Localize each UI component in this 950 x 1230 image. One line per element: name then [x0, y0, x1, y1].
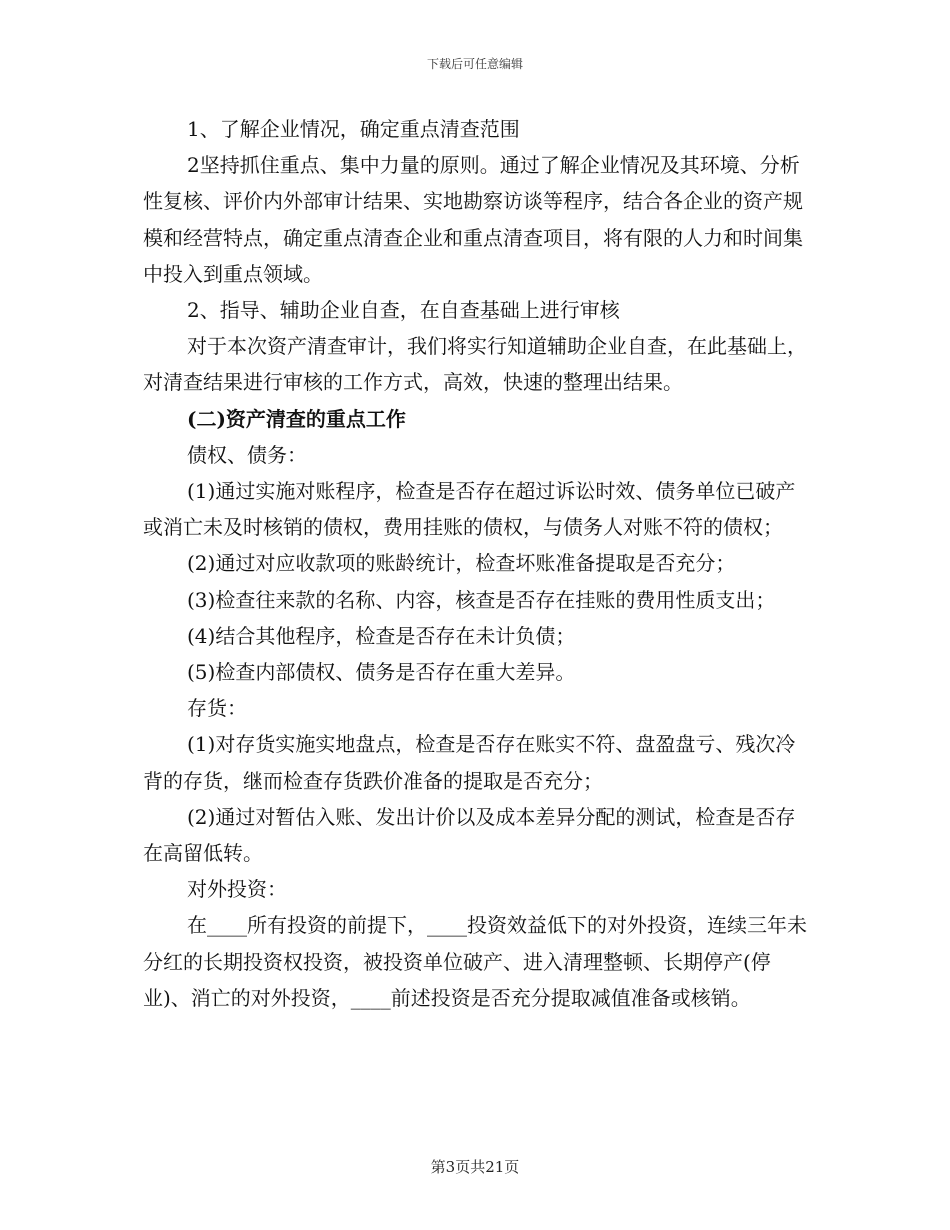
list-item-debt-3: (3)检查往来款的名称、内容，核查是否存在挂账的费用性质支出；	[187, 587, 776, 612]
document-body	[143, 111, 815, 1016]
list-item-inventory-2: (2)通过对暂估入账、发出计价以及成本差异分配的测试，检查是否存在高留低转。	[143, 804, 796, 866]
paragraph-principle: 2坚持抓住重点、集中力量的原则。通过了解企业情况及其环境、分析性复核、评价内外部审计结果、实地勘察访谈等程序，结合各企业的资产规模和经营特点，确定重点清查企业和重点清查项目，将有限的人力和时间集中投入到重点领域。	[143, 153, 803, 286]
list-item-debt-2: (2)通过对应收款项的账龄统计，检查坏账准备提取是否充分；	[187, 551, 736, 576]
paragraph-investment: 在____所有投资的前提下，____投资效益低下的对外投资，连续三年未分红的长期投资权投资，被投资单位破产、进入清理整顿、长期停产(停业)、消亡的对外投资，____前述投资是否充分提取减值准备或核销。	[143, 913, 807, 1010]
paragraph-audit-method: 对于本次资产清查审计，我们将实行知道辅助企业自查，在此基础上，对清查结果进行审核的工作方式，高效，快速的整理出结果。	[143, 334, 807, 395]
subheading-inventory: 存货：	[187, 696, 247, 721]
page-number: 第3页共21页	[430, 1158, 520, 1176]
heading-scope: 1、了解企业情况，确定重点清查范围	[187, 117, 520, 141]
subheading-investment: 对外投资：	[187, 877, 287, 902]
list-item-inventory-1: (1)对存货实施实地盘点，检查是否存在账实不符、盘盈盘亏、残次冷背的存货，继而检查存货跌价准备的提取是否充分；	[143, 732, 796, 793]
heading-self-check: 2、指导、辅助企业自查，在自查基础上进行审核	[187, 298, 620, 323]
subheading-debts: 债权、债务：	[187, 442, 307, 467]
page-header-note: 下载后可任意编辑	[426, 57, 523, 71]
list-item-debt-4: (4)结合其他程序，检查是否存在未计负债；	[187, 623, 576, 648]
section-heading-key-work: (二)资产清查的重点工作	[187, 406, 406, 431]
list-item-debt-5: (5)检查内部债权、债务是否存在重大差异。	[187, 660, 576, 685]
list-item-debt-1: (1)通过实施对账程序，检查是否存在超过诉讼时效、债务单位已破产或消亡未及时核销的债权，费用挂账的债权，与债务人对账不符的债权；	[143, 479, 796, 540]
